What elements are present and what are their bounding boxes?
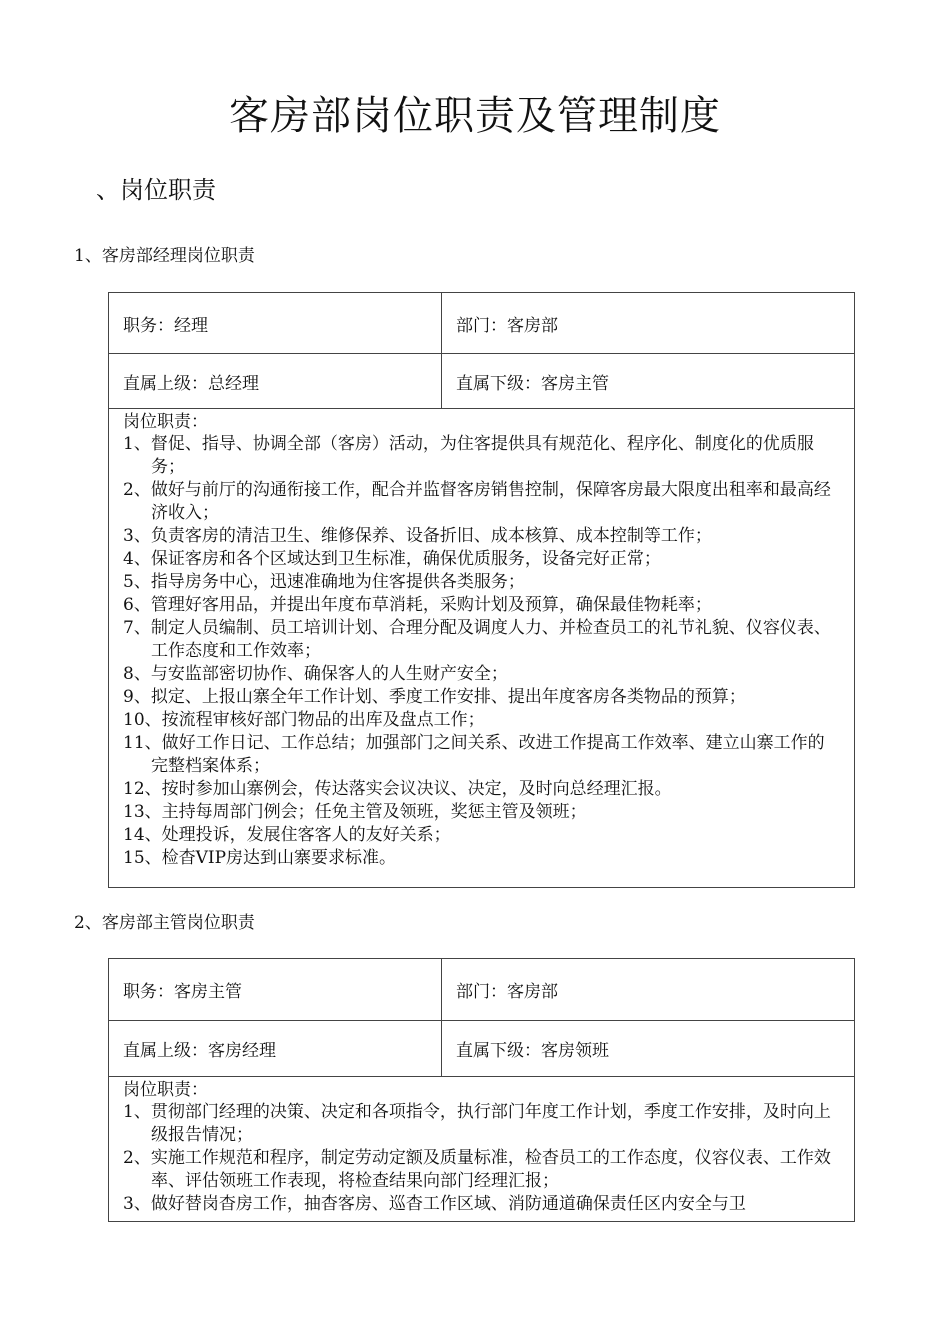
duty-item: 6、管理好客用品，并提出年度布草消耗，采购计划及预算，确保最佳物耗率； — [123, 595, 712, 615]
duty-item: 2、实施工作规范和程序，制定劳动定额及质量标准，检杳员工的工作态度，仪容仪表、工作效率、评估领班工作表现，将检查结果向部门经理汇报； — [123, 1148, 831, 1191]
duties-list — [123, 1101, 840, 1216]
duty-item: 1、督促、指导、协调全部（客房）活动，为住客提供具有规范化、程序化、制度化的优质服务； — [123, 434, 814, 477]
duties-cell — [109, 409, 855, 888]
duties-label: 岗位职责： — [123, 412, 208, 432]
subordinate-cell: 直属下级：客房领班 — [442, 1021, 855, 1077]
duties-list — [123, 433, 840, 870]
duty-item: 13、主持每周部门例会；任免主管及领班，奖惩主管及领班； — [123, 802, 587, 822]
duties-label: 岗位职责： — [123, 1080, 208, 1100]
duty-item: 9、拟定、上报山寨全年工作计划、季度工作安排、提出年度客房各类物品的预算； — [123, 687, 746, 707]
duty-item: 3、做好替岗杳房工作，抽杳客房、巡杳工作区域、消防通道确保责任区内安全与卫 — [123, 1194, 746, 1214]
department-cell: 部门：客房部 — [442, 293, 855, 354]
department-cell: 部门：客房部 — [442, 959, 855, 1021]
duty-item: 14、处理投诉，发展住客客人的友好关系； — [123, 825, 451, 845]
superior-cell: 直属上级：客房经理 — [109, 1021, 442, 1077]
position-cell: 职务：经理 — [109, 293, 442, 354]
position-cell: 职务：客房主管 — [109, 959, 442, 1021]
supervisor-duties-heading: 2、客房部主管岗位职责 — [74, 913, 255, 933]
superior-cell: 直属上级：总经理 — [109, 354, 442, 409]
subordinate-cell: 直属下级：客房主管 — [442, 354, 855, 409]
duties-cell — [109, 1077, 855, 1222]
section-heading: 、岗位职责 — [96, 176, 216, 204]
duty-item: 11、做好工作日记、工作总结；加强部门之间关系、改进工作提髙工作效率、建立山寨工作的完整档案体系； — [123, 733, 825, 776]
duty-item: 15、检杳VIP房达到山寨要求标准。 — [123, 848, 397, 868]
duty-item: 4、保证客房和各个区域达到卫生标准，确保优质服务，设备完好正常； — [123, 549, 661, 569]
duty-item: 7、制定人员编制、员工培训计划、合理分配及调度人力、并检查员工的礼节礼貌、仪容仪表、工作态度和工作效率； — [123, 618, 831, 661]
supervisor-info-table — [108, 958, 855, 1222]
duty-item: 1、贯彻部门经理的决策、决定和各项指令，执行部门年度工作计划，季度工作安排，及时向上级报告情况； — [123, 1102, 831, 1145]
manager-duties-heading: 1、客房部经理岗位职责 — [74, 246, 255, 266]
document-title: 客房部岗位职责及管理制度 — [229, 93, 721, 139]
duty-item: 10、按流程审核好部门物品的出库及盘点工作； — [123, 710, 485, 730]
duty-item: 8、与安监部密切协作、确保客人的人生财产安全； — [123, 664, 508, 684]
manager-info-table — [108, 292, 855, 888]
duty-item: 5、指导房务中心，迅速准确地为住客提供各类服务； — [123, 572, 525, 592]
duty-item: 3、负责客房的清洁卫生、维修保养、设备折旧、成本核算、成本控制等工作； — [123, 526, 712, 546]
duty-item: 2、做好与前厅的沟通衔接工作，配合并监督客房销售控制，保障客房最大限度出租率和最高经济收入； — [123, 480, 831, 523]
duty-item: 12、按时参加山寨例会，传达落实会议决议、决定，及时向总经理汇报。 — [123, 779, 672, 799]
